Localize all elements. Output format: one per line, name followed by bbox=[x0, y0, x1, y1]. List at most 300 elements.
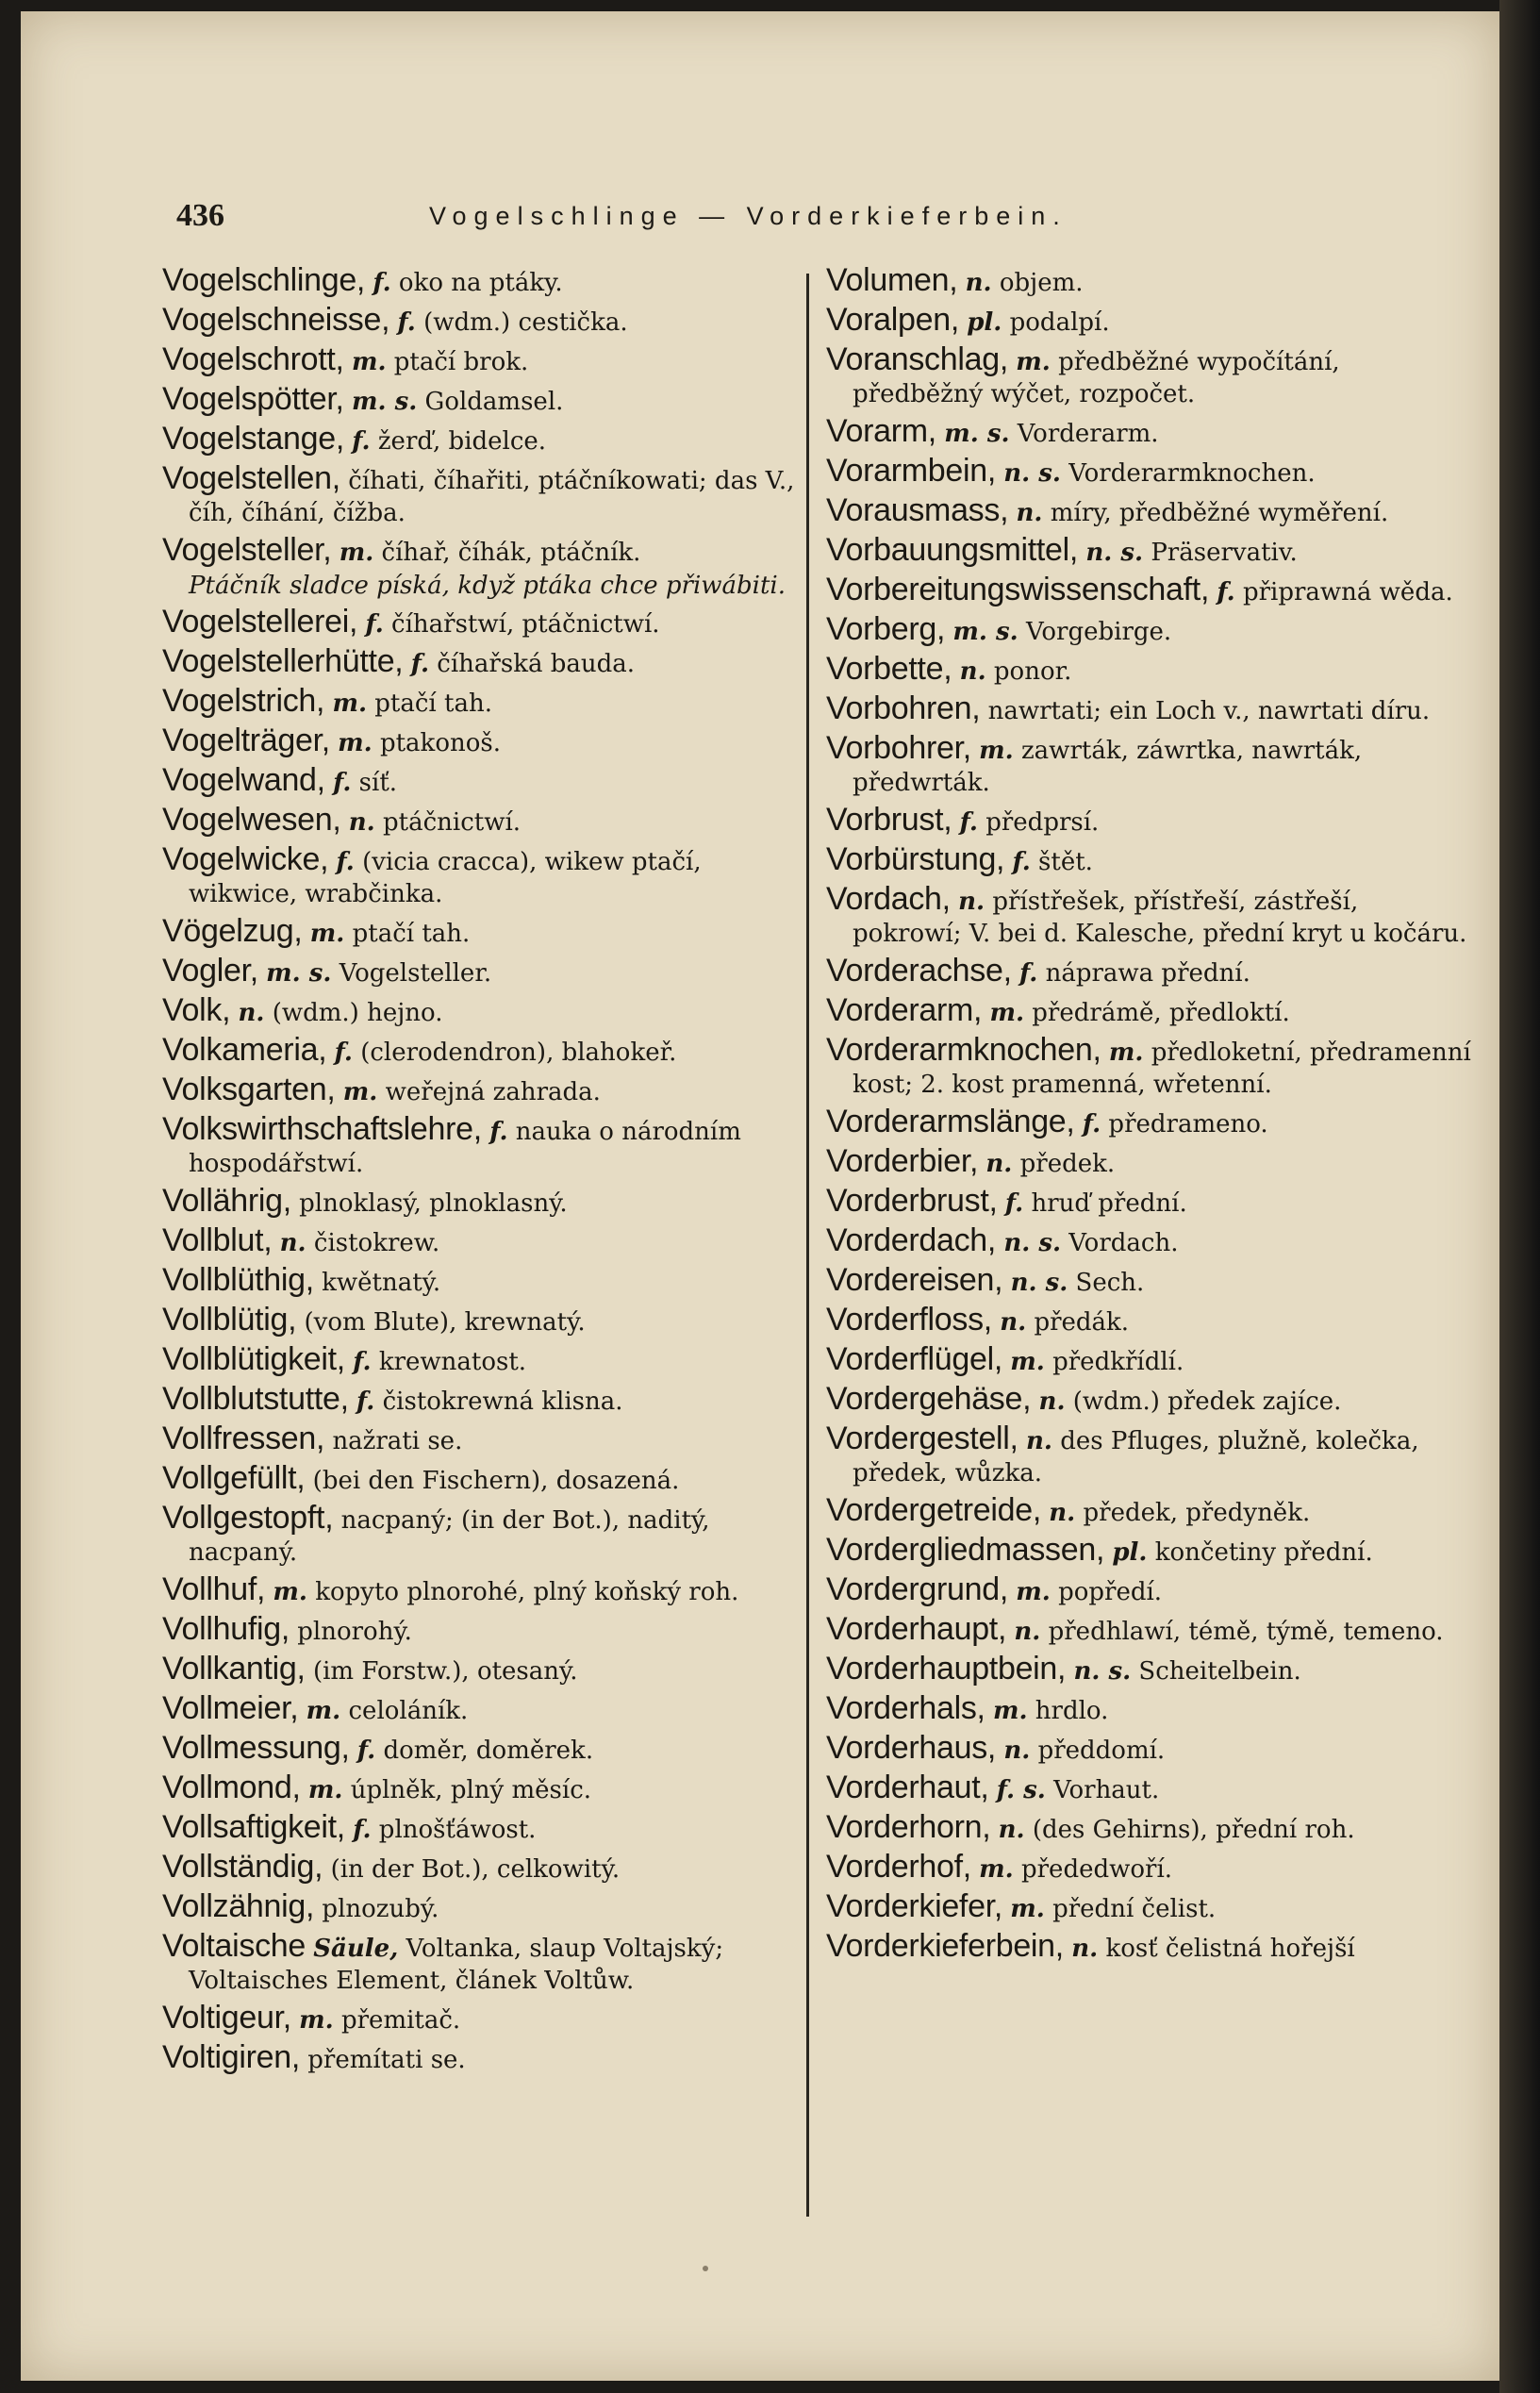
dictionary-entry bbox=[826, 804, 1471, 839]
grammar-label: f. bbox=[1012, 848, 1031, 876]
dictionary-entry bbox=[162, 1573, 803, 1608]
dictionary-entry bbox=[826, 494, 1471, 529]
grammar-label: m. bbox=[1010, 1348, 1045, 1376]
dictionary-entry bbox=[162, 955, 803, 989]
definition: předrámě, předloktí. bbox=[1032, 999, 1290, 1027]
dictionary-entry bbox=[826, 1422, 1471, 1489]
definition: ptáčnictwí. bbox=[383, 808, 522, 837]
definition: plnozubý. bbox=[322, 1895, 439, 1923]
definition: nažrati se. bbox=[332, 1427, 463, 1455]
definition: Präservativ. bbox=[1151, 539, 1298, 567]
definition: celoláník. bbox=[348, 1697, 469, 1725]
headword: Voralpen, bbox=[826, 302, 959, 338]
dictionary-entry bbox=[162, 1851, 803, 1886]
dictionary-entry bbox=[826, 653, 1471, 688]
definition: ptačí brok. bbox=[393, 348, 529, 376]
dictionary-entry bbox=[162, 764, 803, 799]
definition: (in der Bot.), celkowitý. bbox=[330, 1855, 621, 1884]
definition: předběžné wypočítání, předběžný wýčet, rozpočet. bbox=[853, 348, 1340, 408]
dictionary-entry bbox=[162, 804, 803, 839]
headword: Volkswirthschaftslehre, bbox=[162, 1111, 482, 1147]
grammar-label: n. bbox=[348, 808, 375, 837]
dictionary-entry bbox=[162, 1264, 803, 1299]
dictionary-entry bbox=[826, 1304, 1471, 1338]
headword: Vorderkieferbein, bbox=[826, 1928, 1064, 1964]
definition: síť. bbox=[358, 769, 398, 797]
dictionary-entry bbox=[162, 1343, 803, 1378]
headword: Vorbohrer, bbox=[826, 730, 971, 766]
headword: Vordergehäse, bbox=[826, 1381, 1032, 1417]
definition: přístřešek, přístřeší, zástřeší, pokrowí; V. bei d. Kalesche, přední kryt u kočáru. bbox=[853, 888, 1467, 948]
dictionary-entry bbox=[162, 1422, 803, 1457]
headword: Vorbette, bbox=[826, 651, 952, 687]
running-head: Vogelschlinge — Vorderkieferbein. bbox=[429, 202, 1068, 230]
page-header bbox=[156, 198, 1476, 245]
definition: Voltanka, slaup Voltajský; Voltaisches Element, článek Voltůw. bbox=[189, 1935, 724, 1995]
definition: předák. bbox=[1034, 1308, 1130, 1337]
dictionary-entry bbox=[826, 264, 1471, 299]
definition: předrameno. bbox=[1108, 1110, 1268, 1138]
grammar-label: f. bbox=[365, 610, 384, 639]
definition: (clerodendron), blahokeř. bbox=[360, 1039, 677, 1067]
headword: Vogelwicke, bbox=[162, 841, 329, 877]
headword: Vogelstange, bbox=[162, 421, 345, 457]
headword: Vorausmass, bbox=[826, 492, 1009, 528]
grammar-label: f. bbox=[1217, 578, 1235, 607]
grammar-label: n. s. bbox=[1085, 539, 1144, 567]
definition: nawrtati; ein Loch v., nawrtati díru. bbox=[987, 697, 1431, 725]
definition: ptakonoš. bbox=[379, 729, 501, 757]
definition: Scheitelbein. bbox=[1138, 1657, 1301, 1686]
dictionary-entry bbox=[162, 1890, 803, 1925]
grammar-label: f. bbox=[352, 427, 371, 456]
headword: Vollhufig, bbox=[162, 1611, 290, 1647]
definition: předhlawí, témě, týmě, temeno. bbox=[1048, 1618, 1444, 1646]
headword: Vorbrust, bbox=[826, 802, 952, 838]
definition: zawrták, záwrtka, nawrták, předwrták. bbox=[853, 737, 1363, 797]
dictionary-entry bbox=[162, 462, 803, 529]
definition: podalpí. bbox=[1009, 308, 1110, 337]
definition: plnorohý. bbox=[297, 1618, 412, 1646]
grammar-label: m. bbox=[351, 348, 387, 376]
page-number: 436 bbox=[176, 198, 224, 233]
paper-speck bbox=[703, 2266, 708, 2271]
headword: Vorbohren, bbox=[826, 690, 981, 726]
dictionary-entry bbox=[162, 304, 803, 339]
dictionary-entry bbox=[162, 1653, 803, 1687]
headword: Vogelschlinge, bbox=[162, 262, 366, 298]
dictionary-entry bbox=[826, 304, 1471, 339]
grammar-label: n. bbox=[1025, 1427, 1052, 1455]
grammar-label: m. bbox=[989, 999, 1025, 1027]
definition: Sech. bbox=[1075, 1269, 1145, 1297]
dictionary-entry bbox=[826, 692, 1471, 727]
grammar-label: m. bbox=[992, 1697, 1028, 1725]
column-divider bbox=[806, 274, 809, 2217]
headword: Voranschlag, bbox=[826, 341, 1008, 377]
definition: krewnatost. bbox=[378, 1348, 527, 1376]
headword: Vorarmbein, bbox=[826, 453, 997, 489]
dictionary-entry bbox=[162, 1224, 803, 1259]
definition: (im Forstw.), otesaný. bbox=[312, 1657, 578, 1686]
definition: hruď přední. bbox=[1031, 1189, 1187, 1218]
definition: (vom Blute), krewnatý. bbox=[304, 1308, 586, 1337]
grammar-label: Säule, bbox=[313, 1935, 399, 1963]
headword: Vorderbier, bbox=[826, 1143, 979, 1179]
grammar-label: n. bbox=[1014, 1618, 1041, 1646]
definition: předek. bbox=[1019, 1150, 1116, 1178]
definition: úplněk, plný měsíc. bbox=[350, 1776, 592, 1804]
dictionary-entry bbox=[826, 415, 1471, 450]
definition: náprawa přední. bbox=[1045, 959, 1250, 988]
headword: Voltaische bbox=[162, 1928, 306, 1964]
headword: Vorbürstung, bbox=[826, 841, 1005, 877]
dictionary-entry bbox=[826, 732, 1471, 799]
grammar-label: m. bbox=[332, 690, 367, 718]
definition: nauka o národním hospodářstwí. bbox=[189, 1118, 741, 1178]
headword: Vorderhorn, bbox=[826, 1809, 991, 1845]
dictionary-entry bbox=[826, 955, 1471, 989]
grammar-label: m. bbox=[309, 920, 345, 948]
grammar-label: f. s. bbox=[996, 1776, 1046, 1804]
definition: des Pfluges, plužně, kolečka, předek, wůzka. bbox=[853, 1427, 1419, 1487]
grammar-label: n. s. bbox=[1003, 459, 1061, 488]
grammar-label: m. bbox=[299, 2006, 334, 2035]
grammar-label: n. bbox=[958, 888, 985, 916]
dictionary-entry bbox=[826, 843, 1471, 878]
headword: Vordergliedmassen, bbox=[826, 1532, 1105, 1568]
dictionary-entry bbox=[826, 1771, 1471, 1806]
headword: Vollfressen, bbox=[162, 1421, 325, 1456]
definition: ptačí tah. bbox=[374, 690, 492, 718]
headword: Vollblütigkeit, bbox=[162, 1341, 345, 1377]
definition: weřejná zahrada. bbox=[385, 1078, 601, 1106]
dictionary-entry bbox=[826, 1653, 1471, 1687]
definition: oko na ptáky. bbox=[398, 269, 563, 297]
dictionary-entry bbox=[162, 1732, 803, 1767]
dictionary-entry bbox=[826, 534, 1471, 569]
dictionary-entry bbox=[826, 343, 1471, 410]
headword: Vogler, bbox=[162, 953, 258, 989]
grammar-label: pl. bbox=[1112, 1538, 1148, 1567]
grammar-label: n. s. bbox=[1003, 1229, 1062, 1257]
definition: (wdm.) hejno. bbox=[272, 999, 443, 1027]
definition: kosť čelistná hořejší bbox=[1105, 1935, 1355, 1963]
definition: míry, předběžné wyměření. bbox=[1050, 499, 1389, 527]
dictionary-entry bbox=[162, 606, 803, 640]
grammar-label: m. s. bbox=[944, 420, 1010, 448]
headword: Volumen, bbox=[826, 262, 958, 298]
left-column bbox=[162, 264, 803, 2081]
headword: Vogelstellen, bbox=[162, 460, 340, 496]
definition: (des Gehirns), přední roh. bbox=[1032, 1816, 1355, 1844]
grammar-label: m. bbox=[1016, 1578, 1051, 1606]
grammar-label: f. bbox=[336, 848, 355, 876]
dictionary-entry bbox=[826, 1534, 1471, 1569]
definition: plnošťáwost. bbox=[378, 1816, 537, 1844]
grammar-label: n. s. bbox=[1010, 1269, 1068, 1297]
grammar-label: f. bbox=[356, 1388, 375, 1416]
grammar-label: n. bbox=[1000, 1308, 1027, 1337]
headword: Vorderarmslänge, bbox=[826, 1104, 1075, 1139]
headword: Vorderhaut, bbox=[826, 1770, 989, 1805]
definition: kopyto plnorohé, plný koňský roh. bbox=[315, 1578, 739, 1606]
headword: Vollzähnig, bbox=[162, 1888, 315, 1924]
definition: přemítati se. bbox=[307, 2046, 466, 2074]
definition: připrawná wěda. bbox=[1242, 578, 1453, 607]
dictionary-entry bbox=[162, 1613, 803, 1648]
headword: Vogelwand, bbox=[162, 762, 325, 798]
grammar-label: n. bbox=[238, 999, 265, 1027]
dictionary-entry bbox=[826, 1383, 1471, 1418]
headword: Vollmessung, bbox=[162, 1730, 350, 1766]
headword: Voltigiren, bbox=[162, 2039, 301, 2075]
headword: Vollblüthig, bbox=[162, 1262, 314, 1298]
grammar-label: n. bbox=[1038, 1388, 1066, 1416]
grammar-label: m. bbox=[307, 1776, 343, 1804]
dictionary-entry bbox=[826, 1494, 1471, 1529]
definition: hrdlo. bbox=[1035, 1697, 1109, 1725]
definition: popředí. bbox=[1058, 1578, 1163, 1606]
definition: objem. bbox=[999, 269, 1084, 297]
headword: Vogelschrott, bbox=[162, 341, 344, 377]
grammar-label: m. bbox=[338, 729, 373, 757]
definition: končetiny přední. bbox=[1154, 1538, 1373, 1567]
headword: Vogelstellerei, bbox=[162, 604, 358, 640]
example-sentence: Ptáčník sladce píská, když ptáka chce přiwábiti. bbox=[189, 572, 787, 600]
grammar-label: f. bbox=[1082, 1110, 1101, 1138]
grammar-label: m. s. bbox=[266, 959, 332, 988]
headword: Vorbereitungswissenschaft, bbox=[826, 572, 1210, 607]
definition: předdomí. bbox=[1037, 1737, 1166, 1765]
dictionary-entry bbox=[826, 1930, 1471, 1965]
headword: Vorderdach, bbox=[826, 1222, 997, 1258]
dictionary-entry bbox=[826, 1851, 1471, 1886]
headword: Vordereisen, bbox=[826, 1262, 1003, 1298]
headword: Vollährig, bbox=[162, 1183, 291, 1219]
definition: přední čelist. bbox=[1052, 1895, 1217, 1923]
grammar-label: n. s. bbox=[1073, 1657, 1132, 1686]
definition: žerď, bidelce. bbox=[377, 427, 547, 456]
grammar-label: n. bbox=[998, 1816, 1025, 1844]
headword: Vogelwesen, bbox=[162, 802, 341, 838]
headword: Vögelzug, bbox=[162, 913, 303, 949]
grammar-label: n. bbox=[279, 1229, 306, 1257]
dictionary-entry bbox=[162, 724, 803, 759]
grammar-label: f. bbox=[353, 1348, 372, 1376]
headword: Vorderbrust, bbox=[826, 1183, 998, 1219]
headword: Vorderfloss, bbox=[826, 1302, 992, 1338]
headword: Vollsaftigkeit, bbox=[162, 1809, 345, 1845]
definition: nacpaný; (in der Bot.), naditý, nacpaný. bbox=[189, 1506, 710, 1567]
dictionary-entry bbox=[162, 1113, 803, 1180]
dictionary-entry bbox=[826, 1145, 1471, 1180]
headword: Vogelstrich, bbox=[162, 683, 325, 719]
headword: Vorderhauptbein, bbox=[826, 1651, 1067, 1687]
headword: Vogelstellerhütte, bbox=[162, 643, 404, 679]
dictionary-entry bbox=[826, 1890, 1471, 1925]
grammar-label: f. bbox=[1004, 1189, 1024, 1218]
headword: Volk, bbox=[162, 992, 231, 1028]
definition: kwětnatý. bbox=[322, 1269, 441, 1297]
grammar-label: m. bbox=[306, 1697, 341, 1725]
grammar-label: m. bbox=[273, 1578, 307, 1606]
definition: Vogelsteller. bbox=[339, 959, 492, 988]
dictionary-entry bbox=[826, 1811, 1471, 1846]
headword: Vorderachse, bbox=[826, 953, 1012, 989]
definition: předloketní, předramenní kost; 2. kost pramenná, wřetenní. bbox=[853, 1039, 1471, 1099]
grammar-label: f. bbox=[353, 1816, 372, 1844]
definition: plnoklasý, plnoklasný. bbox=[299, 1189, 568, 1218]
grammar-label: n. bbox=[1016, 499, 1043, 527]
grammar-label: n. bbox=[959, 657, 986, 686]
dictionary-entry bbox=[162, 685, 803, 720]
dictionary-entry bbox=[826, 883, 1471, 950]
headword: Vorarm, bbox=[826, 413, 936, 449]
definition: čistokrewná klisna. bbox=[382, 1388, 623, 1416]
headword: Vollblutstutte, bbox=[162, 1381, 349, 1417]
headword: Vollgefüllt, bbox=[162, 1460, 306, 1496]
dictionary-entry bbox=[162, 1502, 803, 1569]
definition: čistokrew. bbox=[313, 1229, 440, 1257]
grammar-label: pl. bbox=[967, 308, 1002, 337]
definition: (wdm.) cestička. bbox=[423, 308, 628, 337]
definition: číhařská bauda. bbox=[437, 650, 636, 678]
headword: Vollkantig, bbox=[162, 1651, 306, 1687]
headword: Voltigeur, bbox=[162, 2000, 291, 2036]
dictionary-entry bbox=[826, 1692, 1471, 1727]
definition: Vorderarmknochen. bbox=[1068, 459, 1316, 488]
dictionary-entry bbox=[826, 573, 1471, 608]
headword: Vollgestopft, bbox=[162, 1500, 334, 1536]
dictionary-entry bbox=[826, 1224, 1471, 1259]
right-column bbox=[826, 264, 1471, 1969]
dictionary-entry bbox=[162, 1692, 803, 1727]
dictionary-entry bbox=[162, 1811, 803, 1846]
dictionary-entry bbox=[162, 915, 803, 950]
grammar-label: m. bbox=[339, 539, 374, 567]
definition: číhati, číhařiti, ptáčníkowati; das V., číh, číhání, čížba. bbox=[189, 467, 795, 527]
definition: přededwoří. bbox=[1020, 1855, 1173, 1884]
dictionary-entry bbox=[162, 534, 803, 569]
grammar-label: m. bbox=[1010, 1895, 1045, 1923]
dictionary-entry bbox=[162, 1034, 803, 1069]
headword: Vollblütig, bbox=[162, 1302, 297, 1338]
definition: Vorgebirge. bbox=[1025, 618, 1172, 646]
dictionary-entry bbox=[162, 264, 803, 299]
book-edge-shadow bbox=[1499, 0, 1540, 2393]
headword: Vogelträger, bbox=[162, 723, 330, 758]
grammar-label: f. bbox=[397, 308, 416, 337]
grammar-label: f. bbox=[356, 1737, 376, 1765]
headword: Vorderhaupt, bbox=[826, 1611, 1007, 1647]
dictionary-entry bbox=[826, 613, 1471, 648]
grammar-label: f. bbox=[333, 769, 352, 797]
dictionary-entry bbox=[162, 843, 803, 910]
dictionary-entry bbox=[162, 383, 803, 418]
definition: ponor. bbox=[993, 657, 1072, 686]
dictionary-entry bbox=[162, 1383, 803, 1418]
headword: Vordach, bbox=[826, 881, 951, 917]
headword: Volksgarten, bbox=[162, 1072, 336, 1107]
definition: Vorderarm. bbox=[1017, 420, 1159, 448]
headword: Vollmeier, bbox=[162, 1690, 299, 1726]
dictionary-entry bbox=[826, 1034, 1471, 1101]
headword: Vorderhals, bbox=[826, 1690, 985, 1726]
dictionary-entry bbox=[162, 1462, 803, 1497]
headword: Vorderhof, bbox=[826, 1849, 971, 1885]
definition: štět. bbox=[1038, 848, 1093, 876]
dictionary-entry bbox=[162, 1185, 803, 1220]
dictionary-entry bbox=[826, 1732, 1471, 1767]
dictionary-entry bbox=[826, 994, 1471, 1029]
headword: Vorberg, bbox=[826, 611, 946, 647]
grammar-label: m. bbox=[979, 737, 1014, 765]
dictionary-entry bbox=[162, 645, 803, 680]
headword: Vorderflügel, bbox=[826, 1341, 1003, 1377]
headword: Vorderarm, bbox=[826, 992, 983, 1028]
grammar-label: m. bbox=[1108, 1039, 1144, 1067]
grammar-label: f. bbox=[334, 1039, 353, 1067]
dictionary-entry bbox=[826, 1573, 1471, 1608]
headword: Volkameria, bbox=[162, 1032, 327, 1068]
grammar-label: n. bbox=[1071, 1935, 1099, 1963]
definition: předek, předyněk. bbox=[1083, 1499, 1311, 1527]
dictionary-entry bbox=[826, 1105, 1471, 1140]
definition: ptačí tah. bbox=[352, 920, 471, 948]
grammar-label: m. bbox=[342, 1078, 378, 1106]
headword: Vogelspötter, bbox=[162, 381, 344, 417]
grammar-label: f. bbox=[373, 269, 391, 297]
dictionary-entry bbox=[162, 343, 803, 378]
headword: Vorbauungsmittel, bbox=[826, 532, 1079, 568]
definition: číhař, číhák, ptáčník. bbox=[381, 539, 641, 567]
definition: (bei den Fischern), dosazená. bbox=[312, 1467, 680, 1495]
grammar-label: f. bbox=[1019, 959, 1038, 988]
dictionary-entry bbox=[162, 2002, 803, 2036]
definition: přemitač. bbox=[340, 2006, 461, 2035]
dictionary-entry bbox=[826, 1613, 1471, 1648]
grammar-label: n. bbox=[965, 269, 992, 297]
grammar-label: n. bbox=[1049, 1499, 1076, 1527]
definition: Vordach. bbox=[1068, 1229, 1179, 1257]
headword: Vorderarmknochen, bbox=[826, 1032, 1101, 1068]
grammar-label: n. bbox=[1003, 1737, 1031, 1765]
headword: Vollständig, bbox=[162, 1849, 323, 1885]
dictionary-entry bbox=[162, 1771, 803, 1806]
grammar-label: f. bbox=[410, 650, 430, 678]
dictionary-entry bbox=[162, 423, 803, 457]
headword: Vollhuf, bbox=[162, 1571, 266, 1607]
definition: Goldamsel. bbox=[424, 388, 564, 416]
headword: Vogelschneisse, bbox=[162, 302, 390, 338]
definition: předprsí. bbox=[985, 808, 1100, 837]
dictionary-entry bbox=[162, 1930, 803, 1997]
dictionary-entry bbox=[826, 1264, 1471, 1299]
dictionary-entry bbox=[826, 1343, 1471, 1378]
dictionary-entry bbox=[162, 994, 803, 1029]
dictionary-entry bbox=[162, 1073, 803, 1108]
dictionary-entry bbox=[162, 2041, 803, 2076]
definition: Vorhaut. bbox=[1053, 1776, 1160, 1804]
dictionary-entry bbox=[826, 455, 1471, 490]
grammar-label: n. bbox=[985, 1150, 1013, 1178]
headword: Vorderhaus, bbox=[826, 1730, 997, 1766]
grammar-label: f. bbox=[959, 808, 978, 837]
headword: Vollmond, bbox=[162, 1770, 301, 1805]
grammar-label: m. bbox=[1016, 348, 1051, 376]
definition: (vicia cracca), wikew ptačí, wikwice, wrabčinka. bbox=[189, 848, 702, 908]
